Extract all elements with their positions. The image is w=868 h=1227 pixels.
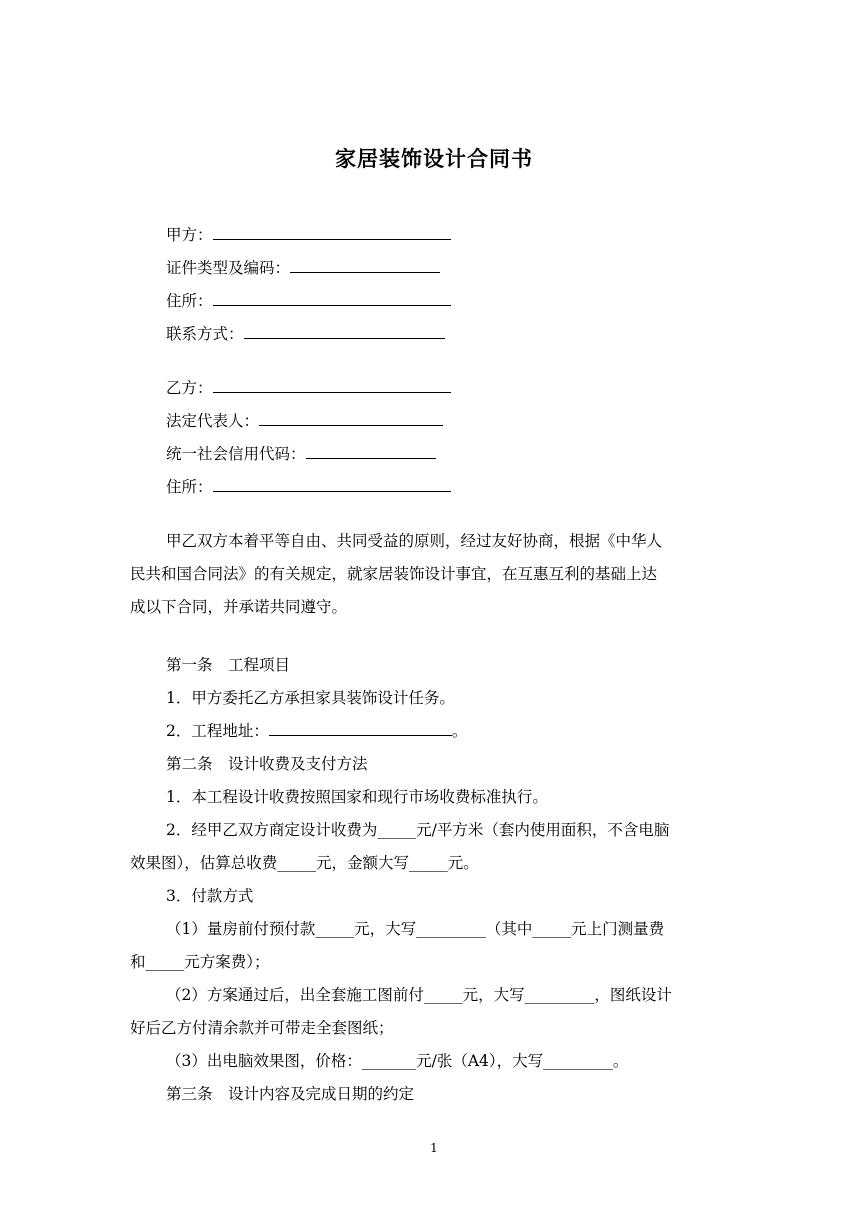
party-a-id-blank [290,254,440,273]
payment-3: （3）出电脑效果图，价格：_______元/张（A4），大写_________。 [166,1052,629,1070]
payment-2-line-1: （2）方案通过后，出全套施工图前付_____元，大写_________，图纸设计 [166,986,672,1004]
address-end: 。 [451,722,468,740]
party-a-id-line [166,254,440,278]
party-a-address-label: 住所： [166,292,213,310]
address-blank [269,718,452,736]
page-title: 家居装饰设计合同书 [335,146,533,171]
party-a-address-line [166,287,451,311]
party-a-name-line [166,221,451,245]
party-a-contact-label: 联系方式： [166,325,244,343]
party-b-name-label: 乙方： [166,379,213,397]
party-b-credit-line [166,440,436,464]
article-1-heading: 第一条 工程项目 [166,656,291,674]
party-a-id-label: 证件类型及编码： [166,259,291,277]
party-a-address-blank [213,287,451,306]
party-b-address-line [166,473,451,497]
party-b-credit-label: 统一社会信用代码： [166,445,306,463]
article-1-item-1: 1．甲方委托乙方承担家具装饰设计任务。 [166,689,455,707]
party-b-name-blank [213,374,451,393]
party-b-rep-blank [259,407,443,426]
party-b-rep-line [166,407,443,431]
payment-2-line-2: 好后乙方付清余款并可带走全套图纸； [130,1019,394,1037]
party-a-name-blank [213,221,451,240]
article-2-item-2-line-2: 效果图），估算总收费_____元，金额大写_____元。 [130,854,479,872]
party-b-rep-label: 法定代表人： [166,412,260,430]
article-2-item-1: 1．本工程设计收费按照国家和现行市场收费标准执行。 [166,788,548,806]
article-1-item-2 [166,715,467,748]
party-a-contact-blank [244,320,445,339]
payment-1-line-1: （1）量房前付预付款_____元，大写_________（其中_____元上门测量费 [166,920,665,938]
page-number: 1 [430,1141,438,1155]
party-a-name-label: 甲方： [166,226,213,244]
intro-line-2: 民共和国合同法》的有关规定，就家居装饰设计事宜，在互惠互利的基础上达 [130,565,658,583]
article-2-item-2-line-1: 2．经甲乙双方商定设计收费为_____元/平方米（套内使用面积，不含电脑 [166,821,670,839]
address-label: 2．工程地址： [166,722,269,740]
party-b-address-blank [213,473,451,492]
party-b-address-label: 住所： [166,478,213,496]
payment-1-line-2: 和_____元方案费）； [130,953,270,971]
party-b-credit-blank [306,440,436,459]
article-2-item-3: 3．付款方式 [166,887,254,905]
article-3-heading: 第三条 设计内容及完成日期的约定 [166,1085,415,1103]
party-b-name-line [166,374,451,398]
intro-line-3: 成以下合同，并承诺共同遵守。 [130,598,348,616]
article-2-heading: 第二条 设计收费及支付方法 [166,755,368,773]
intro-line-1: 甲乙双方本着平等自由、共同受益的原则，经过友好协商，根据《中华人 [166,532,663,550]
party-a-contact-line [166,320,445,344]
